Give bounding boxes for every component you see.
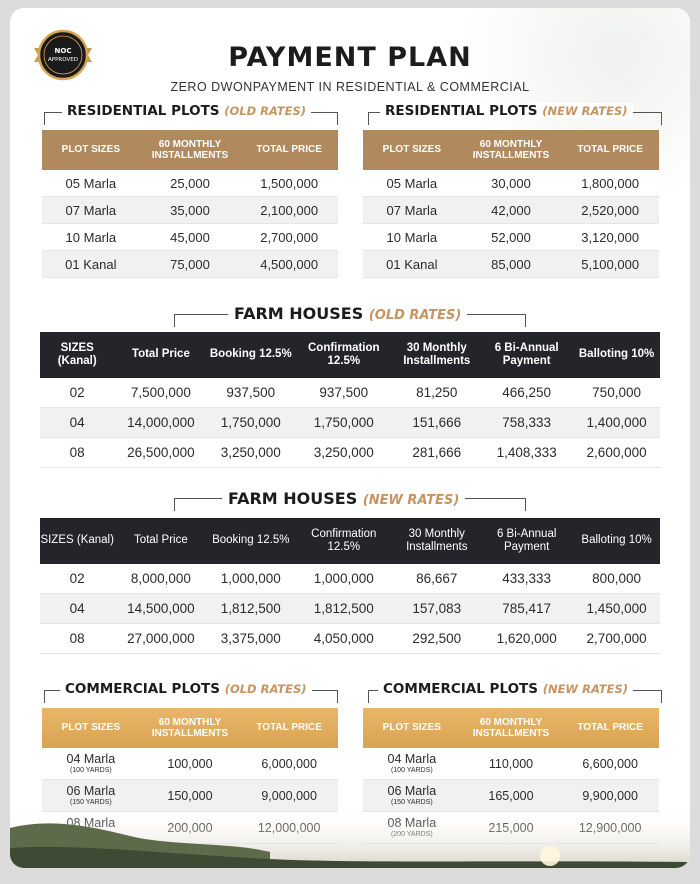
table-cell: 1,400,000 <box>573 408 660 438</box>
table-cell: 1,750,000 <box>207 408 294 438</box>
table-cell: 2,700,000 <box>573 624 660 654</box>
table-row <box>42 251 338 278</box>
table-row <box>42 197 338 224</box>
res_new-header-1: 60 MONTHLY INSTALLMENTS <box>461 130 562 170</box>
table-cell: 81,250 <box>393 378 480 408</box>
com_new-header-1: 60 MONTHLY INSTALLMENTS <box>461 708 562 748</box>
table-cell: 750,000 <box>573 378 660 408</box>
plot-yards: (150 YARDS) <box>69 798 112 806</box>
table-cell: 100,000 <box>140 748 241 780</box>
table-cell: 2,520,000 <box>561 197 659 224</box>
farm-new-table <box>40 518 660 654</box>
table-cell: 937,500 <box>294 378 393 408</box>
table-cell: 157,083 <box>393 594 480 624</box>
table-cell: 10 Marla <box>363 224 461 251</box>
res_old-header-2: TOTAL PRICE <box>240 130 338 170</box>
table-cell: 1,408,333 <box>480 438 573 468</box>
table-cell: 08 <box>40 624 114 654</box>
table-row <box>363 780 659 812</box>
table-row <box>42 170 338 197</box>
table-cell: 4,500,000 <box>240 251 338 278</box>
table-row <box>40 408 660 438</box>
res-old-rate: (OLD RATES) <box>224 104 307 118</box>
table-row <box>40 378 660 408</box>
table-cell: 110,000 <box>461 748 562 780</box>
table-row <box>40 438 660 468</box>
table-cell: 4,050,000 <box>294 624 393 654</box>
table-cell: 785,417 <box>480 594 573 624</box>
res-old-table <box>42 130 338 278</box>
table-cell: 165,000 <box>461 780 562 812</box>
res_old-header-0: PLOT SIZES <box>42 130 140 170</box>
table-cell: 1,000,000 <box>294 564 393 594</box>
farm-new-rate: (NEW RATES) <box>362 493 460 508</box>
badge-line2: APPROVED <box>48 57 78 63</box>
table-cell: 1,800,000 <box>561 170 659 197</box>
table-row <box>363 170 659 197</box>
plot-size: 04 Marla <box>387 752 437 767</box>
com-old-title <box>60 681 312 697</box>
table-cell: 07 Marla <box>363 197 461 224</box>
table-row <box>363 251 659 278</box>
table-cell: 01 Kanal <box>363 251 461 278</box>
farm_old-header-2: Booking 12.5% <box>207 332 294 378</box>
farm_new-header-0: SIZES (Kanal) <box>40 518 114 564</box>
page-title: PAYMENT PLAN <box>228 42 472 73</box>
farm_new-header-2: Booking 12.5% <box>207 518 294 564</box>
table-cell: 292,500 <box>393 624 480 654</box>
table-cell: 1,450,000 <box>573 594 660 624</box>
com_old-header-2: TOTAL PRICE <box>240 708 338 748</box>
table-cell: 6,600,000 <box>561 748 659 780</box>
table-cell: 35,000 <box>140 197 241 224</box>
table-cell: 05 Marla <box>363 170 461 197</box>
table-cell: 07 Marla <box>42 197 140 224</box>
table-cell: 150,000 <box>140 780 241 812</box>
farm_old-header-4: 30 Monthly Installments <box>393 332 480 378</box>
plot-size-cell <box>42 780 140 812</box>
badge-line1: NOC <box>54 47 72 55</box>
table-row <box>40 594 660 624</box>
table-row <box>42 748 338 780</box>
farm_new-header-4: 30 Monthly Installments <box>393 518 480 564</box>
table-cell: 937,500 <box>207 378 294 408</box>
table-cell: 02 <box>40 564 114 594</box>
table-row <box>363 197 659 224</box>
landscape-image <box>10 808 690 868</box>
table-cell: 2,700,000 <box>240 224 338 251</box>
res-old-title-text: RESIDENTIAL PLOTS <box>67 103 220 119</box>
table-cell: 45,000 <box>140 224 241 251</box>
farm_old-header-6: Balloting 10% <box>573 332 660 378</box>
com_old-header-1: 60 MONTHLY INSTALLMENTS <box>140 708 241 748</box>
table-cell: 800,000 <box>573 564 660 594</box>
farm_old-header-3: Confirmation 12.5% <box>294 332 393 378</box>
res_old-header-1: 60 MONTHLY INSTALLMENTS <box>140 130 241 170</box>
table-cell: 466,250 <box>480 378 573 408</box>
table-cell: 27,000,000 <box>114 624 207 654</box>
table-cell: 14,500,000 <box>114 594 207 624</box>
table-cell: 2,600,000 <box>573 438 660 468</box>
table-cell: 75,000 <box>140 251 241 278</box>
table-cell: 1,812,500 <box>207 594 294 624</box>
table-cell: 25,000 <box>140 170 241 197</box>
table-cell: 30,000 <box>461 170 562 197</box>
res_new-header-0: PLOT SIZES <box>363 130 461 170</box>
table-row <box>40 624 660 654</box>
com-new-rate: (NEW RATES) <box>542 682 629 696</box>
com-old-title-text: COMMERCIAL PLOTS <box>65 681 220 697</box>
table-row <box>42 224 338 251</box>
table-cell: 85,000 <box>461 251 562 278</box>
table-cell: 42,000 <box>461 197 562 224</box>
farm_new-header-5: 6 Bi-Annual Payment <box>480 518 573 564</box>
plot-size: 06 Marla <box>387 784 437 799</box>
table-cell: 1,500,000 <box>240 170 338 197</box>
res-new-table <box>363 130 659 278</box>
table-cell: 9,000,000 <box>240 780 338 812</box>
table-cell: 758,333 <box>480 408 573 438</box>
farm-old-table <box>40 332 660 468</box>
res_new-header-2: TOTAL PRICE <box>561 130 659 170</box>
table-cell: 1,620,000 <box>480 624 573 654</box>
table-cell: 01 Kanal <box>42 251 140 278</box>
table-cell: 02 <box>40 378 114 408</box>
res-old-title <box>62 103 311 119</box>
farm-new-title <box>222 489 465 508</box>
table-cell: 281,666 <box>393 438 480 468</box>
table-cell: 3,250,000 <box>207 438 294 468</box>
table-cell: 6,000,000 <box>240 748 338 780</box>
table-cell: 5,100,000 <box>561 251 659 278</box>
table-cell: 1,812,500 <box>294 594 393 624</box>
table-cell: 9,900,000 <box>561 780 659 812</box>
com-new-title <box>378 681 633 697</box>
res-new-title-text: RESIDENTIAL PLOTS <box>385 103 538 119</box>
farm-old-title <box>228 304 467 323</box>
plot-size: 06 Marla <box>66 784 116 799</box>
payment-plan-page <box>10 8 690 868</box>
table-cell: 10 Marla <box>42 224 140 251</box>
com_old-header-0: PLOT SIZES <box>42 708 140 748</box>
farm-new-title-text: FARM HOUSES <box>228 489 358 508</box>
plot-yards: (100 YARDS) <box>390 766 433 774</box>
table-cell: 04 <box>40 408 114 438</box>
table-row <box>42 780 338 812</box>
plot-size: 04 Marla <box>66 752 116 767</box>
table-cell: 26,500,000 <box>114 438 207 468</box>
res-new-rate: (NEW RATES) <box>542 104 628 118</box>
table-row <box>363 224 659 251</box>
com-new-title-text: COMMERCIAL PLOTS <box>383 681 538 697</box>
table-cell: 7,500,000 <box>114 378 207 408</box>
table-row <box>363 748 659 780</box>
com-old-rate: (OLD RATES) <box>224 682 307 696</box>
farm_new-header-1: Total Price <box>114 518 207 564</box>
table-cell: 14,000,000 <box>114 408 207 438</box>
table-cell: 04 <box>40 594 114 624</box>
table-cell: 08 <box>40 438 114 468</box>
table-cell: 3,250,000 <box>294 438 393 468</box>
page-subtitle: ZERO DWONPAYMENT IN RESIDENTIAL & COMMERCIAL <box>170 80 530 94</box>
table-cell: 52,000 <box>461 224 562 251</box>
table-cell: 1,750,000 <box>294 408 393 438</box>
farm_old-header-5: 6 Bi-Annual Payment <box>480 332 573 378</box>
farm_old-header-0: SIZES (Kanal) <box>40 332 114 378</box>
com_new-header-0: PLOT SIZES <box>363 708 461 748</box>
table-row <box>40 564 660 594</box>
plot-size-cell <box>363 748 461 780</box>
farm_old-header-1: Total Price <box>114 332 207 378</box>
plot-yards: (100 YARDS) <box>69 766 112 774</box>
plot-yards: (150 YARDS) <box>390 798 433 806</box>
farm_new-header-6: Balloting 10% <box>573 518 660 564</box>
res-new-title <box>380 103 633 119</box>
farm-old-rate: (OLD RATES) <box>368 308 462 323</box>
table-cell: 433,333 <box>480 564 573 594</box>
plot-size-cell <box>42 748 140 780</box>
table-cell: 8,000,000 <box>114 564 207 594</box>
table-cell: 05 Marla <box>42 170 140 197</box>
table-cell: 3,375,000 <box>207 624 294 654</box>
table-cell: 1,000,000 <box>207 564 294 594</box>
table-cell: 151,666 <box>393 408 480 438</box>
table-cell: 86,667 <box>393 564 480 594</box>
table-cell: 3,120,000 <box>561 224 659 251</box>
plot-size-cell <box>363 780 461 812</box>
farm-old-title-text: FARM HOUSES <box>234 304 364 323</box>
farm_new-header-3: Confirmation 12.5% <box>294 518 393 564</box>
com_new-header-2: TOTAL PRICE <box>561 708 659 748</box>
table-cell: 2,100,000 <box>240 197 338 224</box>
